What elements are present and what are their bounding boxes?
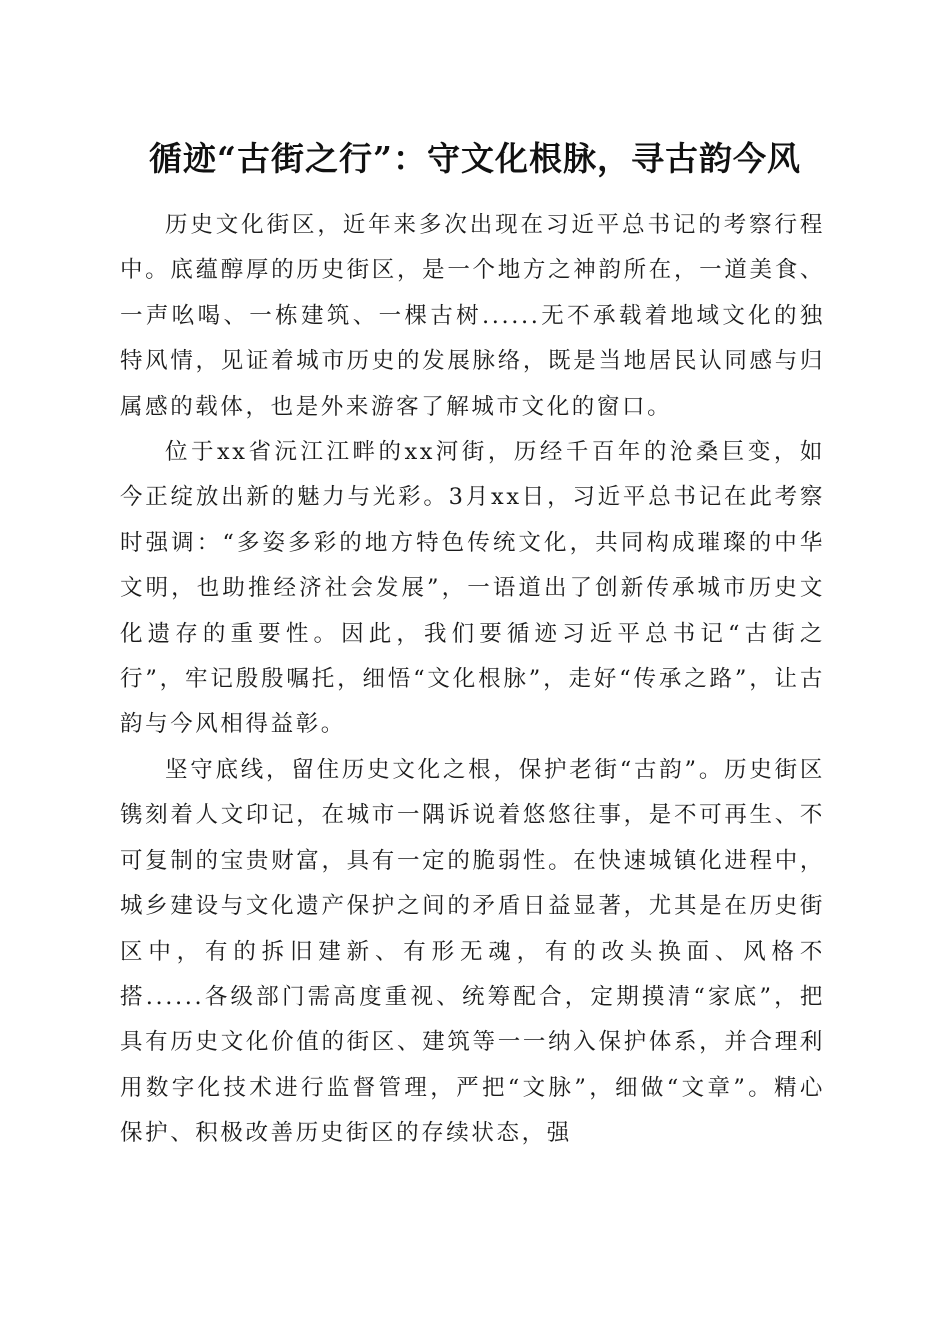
paragraph-1: 历史文化街区，近年来多次出现在习近平总书记的考察行程中。底蕴醇厚的历史街区，是一个地方之神韵所在，一道美食、一声吆喝、一栋建筑、一棵古树......无不承载着地域文化的独特风情，见证着城市历史的发展脉络，既是当地居民认同感与归属感的载体，也是外来游客了解城市文化的窗口。 (120, 212, 825, 420)
paragraph-3: 坚守底线，留住历史文化之根，保护老街“古韵”。历史街区镌刻着人文印记，在城市一隅诉说着悠悠往事，是不可再生、不可复制的宝贵财富，具有一定的脆弱性。在快速城镇化进程中，城乡建设与文化遗产保护之间的矛盾日益显著，尤其是在历史街区中，有的拆旧建新、有形无魂，有的改头换面、风格不搭......各级部门需高度重视、统筹配合，定期摸清“家底”，把具有历史文化价值的街区、建筑等一一纳入保护体系，并合理利用数字化技术进行监督管理，严把“文脉”，细做“文章”。精心保护、积极改善历史街区的存续状态，强 (120, 756, 825, 1147)
document-title: 循迹“古街之行”：守文化根脉，寻古韵今风 (149, 139, 801, 178)
document-body (120, 203, 825, 1157)
paragraph-2: 位于xx省沅江江畔的xx河街，历经千百年的沧桑巨变，如今正绽放出新的魅力与光彩。3月xx日，习近平总书记在此考察时强调：“多姿多彩的地方特色传统文化，共同构成璀璨的中华文明，也助推经济社会发展”，一语道出了创新传承城市历史文化遗存的重要性。因此，我们要循迹习近平总书记“古街之行”，牢记殷殷嘱托，细悟“文化根脉”，走好“传承之路”，让古韵与今风相得益彰。 (120, 439, 825, 738)
